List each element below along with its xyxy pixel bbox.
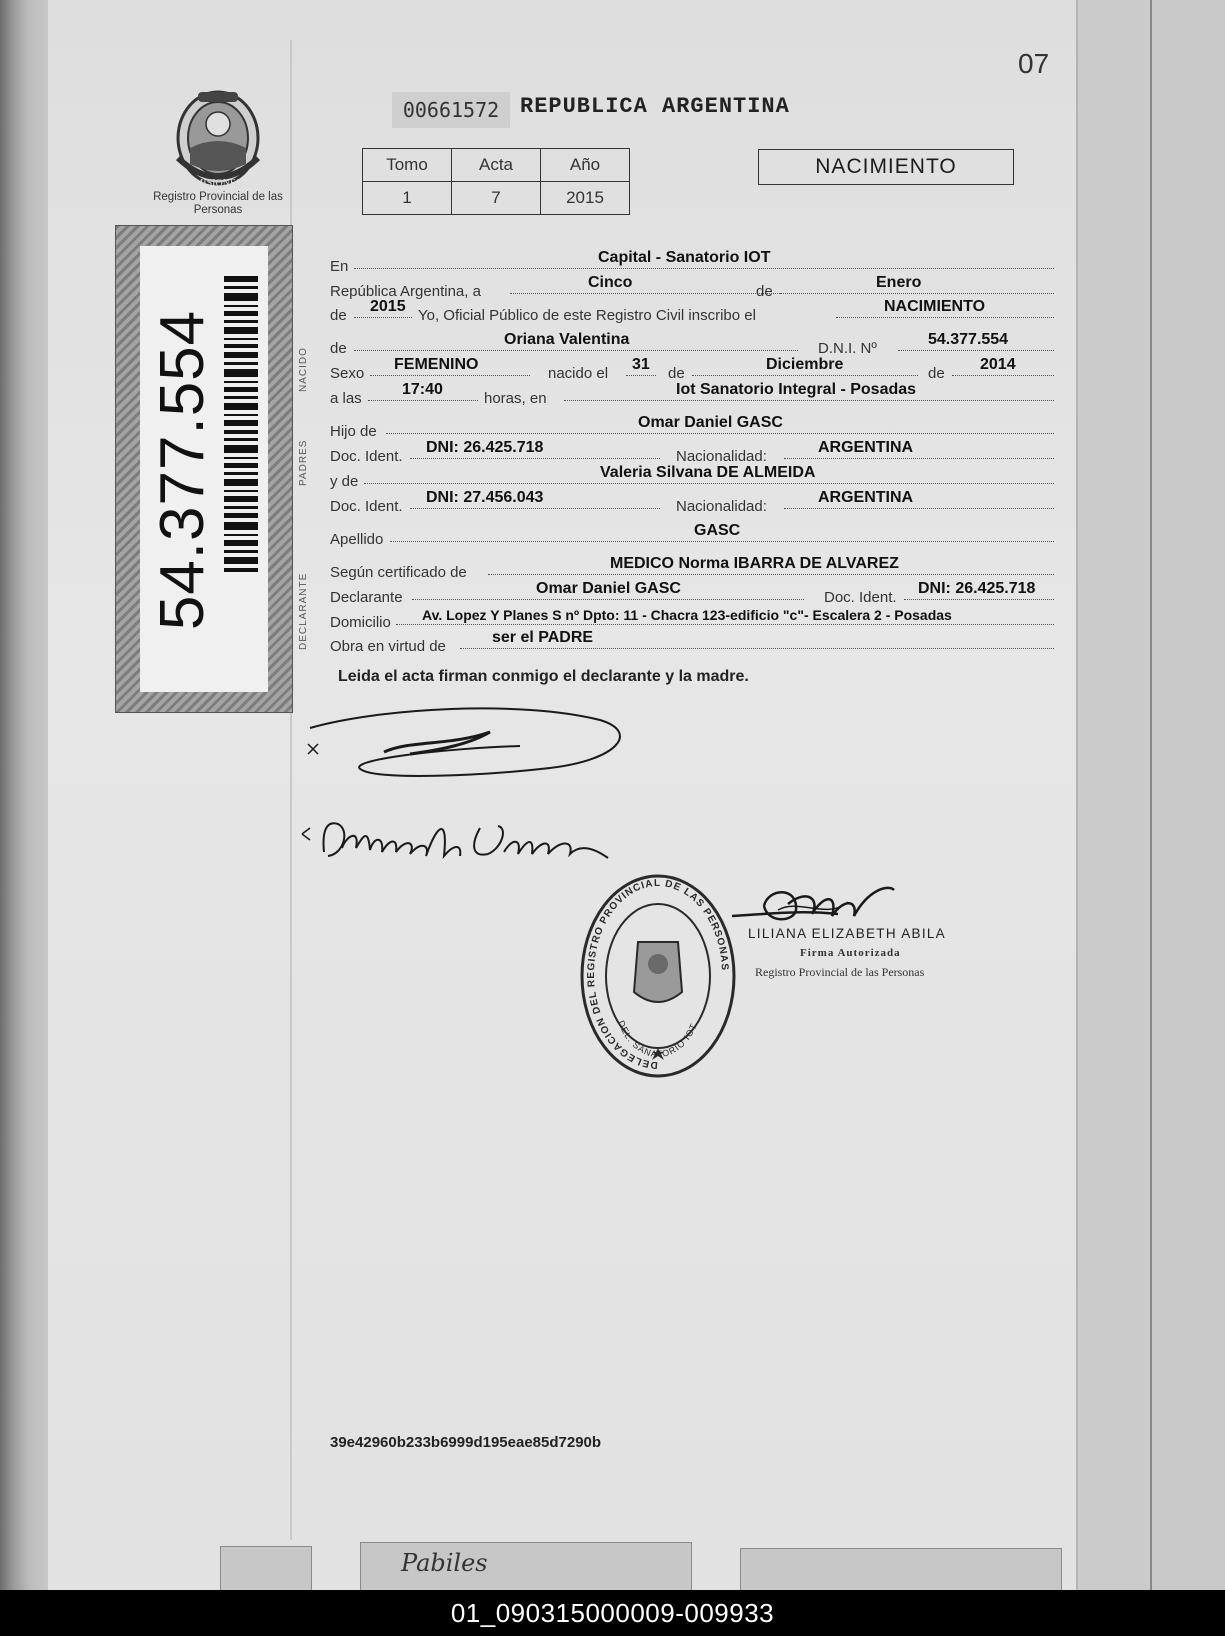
signer-name: LILIANA ELIZABETH ABILA (748, 926, 946, 941)
label-doc-ident: Doc. Ident. (330, 498, 403, 515)
label-certificado: Según certificado de (330, 564, 467, 581)
row-anio-acto (328, 298, 1053, 325)
header-acta: Acta (452, 149, 541, 182)
dotted-line (898, 350, 1054, 351)
section-padres: PADRES (298, 439, 309, 486)
dotted-line (396, 624, 1054, 625)
label-obra: Obra en virtud de (330, 638, 446, 655)
register-table-header-row (363, 149, 630, 182)
dotted-line (510, 293, 780, 294)
section-declarante: DECLARANTE (298, 572, 309, 650)
value-padre-doc: DNI: 26.425.718 (426, 439, 544, 456)
stamp-inner-text: DEL. SANATORIO IOT (616, 1019, 699, 1060)
scrap-handwriting: Pabiles (401, 1549, 488, 1577)
label-apellido: Apellido (330, 531, 384, 548)
row-hora-lugar (328, 381, 1053, 408)
header-tomo: Tomo (363, 149, 452, 182)
dotted-line (784, 458, 1054, 459)
file-code: 01_090315000009-009933 (0, 1590, 1225, 1636)
label-domicilio: Domicilio (330, 614, 391, 631)
label-de: de (928, 365, 945, 382)
barcode-label (140, 246, 268, 692)
page-number: 07 (1018, 48, 1050, 79)
value-padre: Omar Daniel GASC (638, 414, 783, 431)
row-madre-doc (328, 489, 1053, 516)
registry-label: Registro Provincial de las Personas (153, 191, 283, 216)
dotted-line (564, 400, 1054, 401)
label-doc-ident: Doc. Ident. (824, 589, 897, 606)
row-declarante (328, 580, 1053, 607)
dotted-line (952, 375, 1054, 376)
dotted-line (410, 508, 660, 509)
value-sexo: FEMENINO (394, 356, 479, 373)
value-obra: ser el PADRE (492, 629, 594, 646)
label-declarante: Declarante (330, 589, 403, 606)
label-horas-en: horas, en (484, 390, 547, 407)
dotted-line (692, 375, 918, 376)
dotted-line (386, 433, 1054, 434)
dotted-line (784, 508, 1054, 509)
row-lugar (328, 249, 1053, 276)
official-signature-icon (728, 880, 898, 930)
dotted-line (390, 541, 1054, 542)
row-madre (328, 464, 1053, 491)
label-y-de: y de (330, 473, 359, 490)
header-anio: Año (541, 149, 630, 182)
mother-signature-text: DeAlmeida Valeria (298, 876, 307, 877)
scrap (360, 1542, 692, 1592)
value-domicilio: Av. Lopez Y Planes S nº Dpto: 11 - Chacra 123-edificio "c"- Escalera 2 - Posadas (422, 607, 952, 623)
dotted-line (354, 268, 1054, 269)
barcode-number: 54.377.554 (148, 309, 217, 631)
value-madre-doc: DNI: 27.456.043 (426, 489, 544, 506)
label-republica: República Argentina, a (330, 283, 481, 300)
label-hijo-de: Hijo de (330, 423, 377, 440)
value-nac-dia: 31 (632, 356, 650, 373)
barcode-panel (115, 225, 293, 713)
row-sexo-nacimiento (328, 356, 1053, 383)
signer-role: Firma Autorizada (800, 947, 901, 959)
row-domicilio (328, 607, 1053, 632)
stamp-ring-text: DELEGACION DEL REGISTRO PROVINCIAL DE LAS PERSONAS (586, 877, 731, 1071)
label-de: de (330, 340, 347, 357)
scrap (220, 1546, 312, 1592)
value-dni: 54.377.554 (928, 331, 1009, 348)
row-padre-doc (328, 439, 1053, 466)
row-nombre (328, 331, 1053, 358)
label-de: de (330, 307, 347, 324)
row-obra (328, 629, 1053, 656)
dotted-line (412, 599, 804, 600)
underlying-sheet (1150, 0, 1225, 1590)
value-anio: 2015 (541, 182, 630, 215)
document-hash: 39e42960b233b6999d195eae85d7290b (330, 1434, 602, 1451)
label-dni: D.N.I. Nº (818, 340, 877, 357)
label-en: En (330, 258, 349, 275)
seal-text: MISIONES (194, 178, 242, 189)
label-a-las: a las (330, 390, 362, 407)
value-dia: Cinco (588, 274, 633, 291)
value-nac-mes: Diciembre (766, 356, 844, 373)
value-declarante-doc: DNI: 26.425.718 (918, 580, 1036, 597)
barcode-icon (224, 276, 258, 576)
label-de: de (668, 365, 685, 382)
value-padre-nac: ARGENTINA (818, 439, 914, 456)
value-nombre: Oriana Valentina (504, 331, 630, 348)
dotted-line (780, 293, 1054, 294)
label-sexo: Sexo (330, 365, 365, 382)
dotted-line (364, 483, 1054, 484)
register-table (362, 148, 630, 215)
value-certificado: MEDICO Norma IBARRA DE ALVAREZ (610, 555, 899, 572)
label-oficial: Yo, Oficial Público de este Registro Civil inscribo el (418, 307, 756, 324)
mother-signature-icon (298, 808, 638, 878)
value-apellido: GASC (694, 522, 741, 539)
closing-statement: Leida el acta firman conmigo el declarante y la madre. (338, 668, 749, 685)
row-apellido (328, 522, 1053, 549)
province-seal-icon (168, 86, 268, 196)
label-doc-ident: Doc. Ident. (330, 448, 403, 465)
declarant-signature-icon (300, 700, 640, 790)
dotted-line (626, 375, 656, 376)
serial-number: 00661572 (392, 92, 510, 128)
label-de: de (756, 283, 773, 300)
value-acta: 7 (452, 182, 541, 215)
value-hora: 17:40 (402, 381, 443, 398)
dotted-line (368, 400, 478, 401)
register-table-value-row (363, 182, 630, 215)
dotted-line (354, 317, 412, 318)
value-mes: Enero (876, 274, 922, 291)
country-title: REPUBLICA ARGENTINA (520, 94, 790, 119)
value-nac-anio: 2014 (980, 356, 1016, 373)
dotted-line (488, 574, 1054, 575)
label-nacionalidad: Nacionalidad: (676, 498, 767, 515)
label-nacido: nacido el (548, 365, 609, 382)
value-lugar: Capital - Sanatorio IOT (598, 249, 771, 266)
section-nacido: NACIDO (298, 347, 309, 392)
official-stamp-icon (578, 872, 738, 1080)
scrap (740, 1548, 1062, 1592)
value-madre: Valeria Silvana DE ALMEIDA (600, 464, 816, 481)
value-lugar-nacimiento: Iot Sanatorio Integral - Posadas (676, 381, 917, 398)
underlying-pages (220, 1538, 1150, 1590)
document-type: NACIMIENTO (758, 149, 1014, 185)
value-tomo: 1 (363, 182, 452, 215)
row-padre (328, 414, 1053, 441)
signer-office: Registro Provincial de las Personas (755, 965, 925, 979)
row-certificado (328, 555, 1053, 582)
value-anio: 2015 (370, 298, 406, 315)
dotted-line (354, 350, 798, 351)
value-declarante: Omar Daniel GASC (536, 580, 681, 597)
dotted-line (410, 458, 660, 459)
dotted-line (460, 648, 1054, 649)
label-nacionalidad: Nacionalidad: (676, 448, 767, 465)
value-acto: NACIMIENTO (884, 298, 986, 315)
dotted-line (836, 317, 1054, 318)
dotted-line (370, 375, 530, 376)
dotted-line (904, 599, 1054, 600)
value-madre-nac: ARGENTINA (818, 489, 914, 506)
